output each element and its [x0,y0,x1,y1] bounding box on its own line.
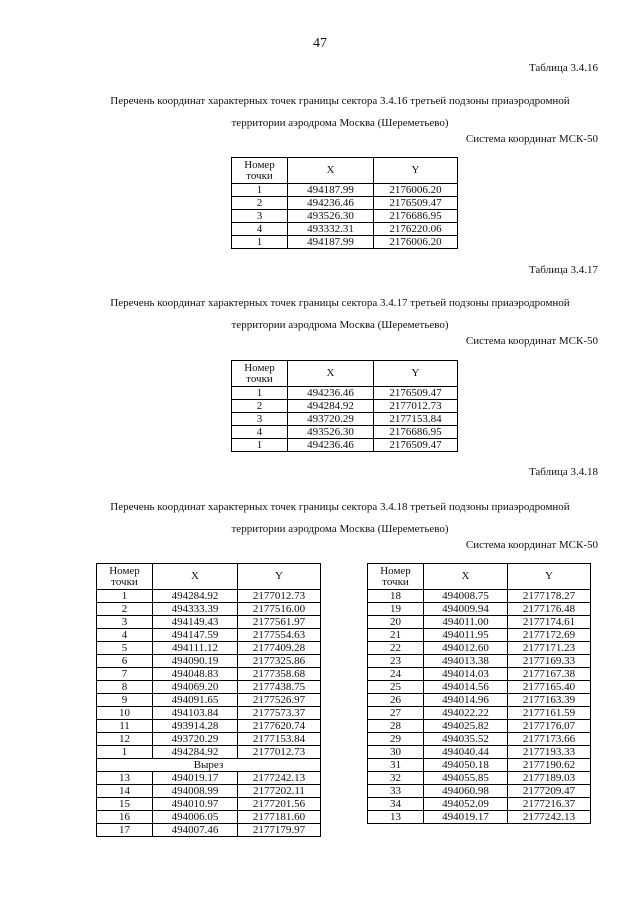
point-number-cell: 22 [368,642,424,655]
x-cell: 494090.19 [153,655,238,668]
y-cell: 2176006.20 [374,184,458,197]
table-header-row [97,564,321,590]
header-x: X [288,158,374,184]
point-number-cell: 14 [97,785,153,798]
point-number-cell: 3 [97,616,153,629]
cutout-row [97,759,321,772]
x-cell: 494048.83 [153,668,238,681]
header-point-number: Номер точки [232,158,288,184]
x-cell: 494011.00 [424,616,508,629]
x-cell: 494014.56 [424,681,508,694]
table-row [368,603,591,616]
y-cell: 2177438.75 [238,681,321,694]
point-number-cell: 15 [97,798,153,811]
page-number: 47 [313,36,327,51]
coord-system-note: Система координат МСК-50 [465,539,598,551]
point-number-cell: 3 [232,413,288,426]
table-header-row [368,564,591,590]
point-number-cell: 23 [368,655,424,668]
x-cell: 494236.46 [288,387,374,400]
x-cell: 494022.22 [424,707,508,720]
y-cell: 2177153.84 [374,413,458,426]
x-cell: 494111.12 [153,642,238,655]
table-title-3-4-17 [60,292,620,336]
header-point-number: Номер точки [97,564,153,590]
x-cell: 494008.99 [153,785,238,798]
table-caption-3-4-17: Таблица 3.4.17 [528,264,598,276]
table-row [97,616,321,629]
point-number-cell: 26 [368,694,424,707]
table-row [232,223,458,236]
point-number-cell: 1 [97,590,153,603]
point-number-cell: 1 [97,746,153,759]
table-row [368,642,591,655]
table-row [97,603,321,616]
coords-table-3-4-16 [231,157,458,249]
y-cell: 2177161.59 [508,707,591,720]
header-y: Y [238,564,321,590]
table-row [97,798,321,811]
title-line-1: Перечень координат характерных точек границы сектора 3.4.17 третьей подзоны приаэродромной [110,297,570,309]
x-cell: 494055.85 [424,772,508,785]
header-x: X [424,564,508,590]
table-row [232,184,458,197]
table-row [368,798,591,811]
x-cell: 494187.99 [288,236,374,249]
table-row [97,746,321,759]
y-cell: 2177181.60 [238,811,321,824]
table-row [97,590,321,603]
x-cell: 494284.92 [288,400,374,413]
y-cell: 2176509.47 [374,197,458,210]
table-header-row [232,361,458,387]
point-number-cell: 4 [97,629,153,642]
x-cell: 494040.44 [424,746,508,759]
coord-system-note: Система координат МСК-50 [465,335,598,347]
point-number-cell: 6 [97,655,153,668]
y-cell: 2177516.00 [238,603,321,616]
y-cell: 2177176.48 [508,603,591,616]
header-y: Y [374,361,458,387]
cutout-label: Вырез [97,759,321,772]
table-row [232,387,458,400]
x-cell: 494147.59 [153,629,238,642]
y-cell: 2177209.47 [508,785,591,798]
table-row [97,733,321,746]
coords-table-3-4-18-right [367,563,591,824]
point-number-cell: 13 [368,811,424,824]
x-cell: 494236.46 [288,439,374,452]
table-row [368,694,591,707]
header-x: X [288,361,374,387]
header-x: X [153,564,238,590]
table-row [368,759,591,772]
table-caption-3-4-18: Таблица 3.4.18 [528,466,598,478]
point-number-cell: 3 [232,210,288,223]
table-row [232,439,458,452]
point-number-cell: 2 [232,197,288,210]
coords-table-3-4-17 [231,360,458,452]
title-line-1: Перечень координат характерных точек границы сектора 3.4.16 третьей подзоны приаэродромной [110,95,570,107]
header-point-number: Номер точки [368,564,424,590]
point-number-cell: 7 [97,668,153,681]
table-row [97,707,321,720]
y-cell: 2177190.62 [508,759,591,772]
x-cell: 494012.60 [424,642,508,655]
x-cell: 494236.46 [288,197,374,210]
x-cell: 493720.29 [288,413,374,426]
table-row [368,811,591,824]
point-number-cell: 29 [368,733,424,746]
point-number-cell: 4 [232,426,288,439]
x-cell: 494050.18 [424,759,508,772]
y-cell: 2176220.06 [374,223,458,236]
coords-table-3-4-18-left [96,563,321,837]
y-cell: 2177174.61 [508,616,591,629]
x-cell: 494019.17 [424,811,508,824]
point-number-cell: 1 [232,387,288,400]
point-number-cell: 5 [97,642,153,655]
x-cell: 494103.84 [153,707,238,720]
table-title-3-4-18 [60,496,620,540]
table-row [368,590,591,603]
point-number-cell: 11 [97,720,153,733]
table-caption-3-4-16: Таблица 3.4.16 [528,62,598,74]
y-cell: 2176686.95 [374,426,458,439]
table-row [232,426,458,439]
y-cell: 2177165.40 [508,681,591,694]
table-row [368,668,591,681]
x-cell: 494019.17 [153,772,238,785]
x-cell: 493526.30 [288,210,374,223]
table-row [368,720,591,733]
y-cell: 2176006.20 [374,236,458,249]
x-cell: 494025.82 [424,720,508,733]
y-cell: 2177012.73 [238,746,321,759]
x-cell: 494013.38 [424,655,508,668]
table-row [97,720,321,733]
point-number-cell: 34 [368,798,424,811]
table-row [232,400,458,413]
table-row [368,629,591,642]
y-cell: 2177173.66 [508,733,591,746]
point-number-cell: 13 [97,772,153,785]
point-number-cell: 28 [368,720,424,733]
table-row [232,413,458,426]
table-row [97,642,321,655]
point-number-cell: 31 [368,759,424,772]
y-cell: 2177171.23 [508,642,591,655]
title-line-1: Перечень координат характерных точек границы сектора 3.4.18 третьей подзоны приаэродромной [110,501,570,513]
x-cell: 493332.31 [288,223,374,236]
point-number-cell: 18 [368,590,424,603]
x-cell: 494014.96 [424,694,508,707]
x-cell: 494149.43 [153,616,238,629]
point-number-cell: 16 [97,811,153,824]
x-cell: 494014.03 [424,668,508,681]
y-cell: 2177620.74 [238,720,321,733]
point-number-cell: 10 [97,707,153,720]
y-cell: 2177573.37 [238,707,321,720]
point-number-cell: 20 [368,616,424,629]
x-cell: 494009.94 [424,603,508,616]
title-line-2: территории аэродрома Москва (Шереметьево) [231,523,449,535]
y-cell: 2177012.73 [374,400,458,413]
x-cell: 494060.98 [424,785,508,798]
y-cell: 2177201.56 [238,798,321,811]
y-cell: 2177012.73 [238,590,321,603]
point-number-cell: 9 [97,694,153,707]
y-cell: 2177561.97 [238,616,321,629]
table-title-3-4-16 [60,90,620,134]
point-number-cell: 21 [368,629,424,642]
point-number-cell: 33 [368,785,424,798]
x-cell: 493720.29 [153,733,238,746]
x-cell: 494006.05 [153,811,238,824]
y-cell: 2177242.13 [508,811,591,824]
table-header-row [232,158,458,184]
y-cell: 2177172.69 [508,629,591,642]
table-row [368,733,591,746]
title-line-2: территории аэродрома Москва (Шереметьево) [231,117,449,129]
point-number-cell: 24 [368,668,424,681]
y-cell: 2177202.11 [238,785,321,798]
header-y: Y [374,158,458,184]
y-cell: 2176509.47 [374,439,458,452]
y-cell: 2177554.63 [238,629,321,642]
y-cell: 2177409.28 [238,642,321,655]
x-cell: 494011.95 [424,629,508,642]
table-row [368,655,591,668]
y-cell: 2177178.27 [508,590,591,603]
point-number-cell: 1 [232,236,288,249]
table-row [232,236,458,249]
x-cell: 494091.65 [153,694,238,707]
point-number-cell: 12 [97,733,153,746]
table-row [97,785,321,798]
table-row [97,629,321,642]
table-row [368,707,591,720]
y-cell: 2177242.13 [238,772,321,785]
y-cell: 2177193.33 [508,746,591,759]
y-cell: 2177163.39 [508,694,591,707]
x-cell: 493914.28 [153,720,238,733]
point-number-cell: 19 [368,603,424,616]
x-cell: 494187.99 [288,184,374,197]
y-cell: 2177189.03 [508,772,591,785]
table-row [97,694,321,707]
y-cell: 2177169.33 [508,655,591,668]
table-row [368,681,591,694]
point-number-cell: 2 [97,603,153,616]
point-number-cell: 4 [232,223,288,236]
point-number-cell: 32 [368,772,424,785]
x-cell: 494008.75 [424,590,508,603]
x-cell: 494007.46 [153,824,238,837]
table-row [232,210,458,223]
table-row [97,824,321,837]
point-number-cell: 30 [368,746,424,759]
x-cell: 494010.97 [153,798,238,811]
table-row [97,681,321,694]
x-cell: 494052.09 [424,798,508,811]
y-cell: 2176686.95 [374,210,458,223]
header-point-number: Номер точки [232,361,288,387]
y-cell: 2177179.97 [238,824,321,837]
table-row [232,197,458,210]
y-cell: 2177216.37 [508,798,591,811]
x-cell: 494284.92 [153,590,238,603]
point-number-cell: 17 [97,824,153,837]
point-number-cell: 1 [232,439,288,452]
table-row [368,616,591,629]
x-cell: 494035.52 [424,733,508,746]
point-number-cell: 1 [232,184,288,197]
table-row [368,746,591,759]
table-row [97,811,321,824]
y-cell: 2177153.84 [238,733,321,746]
point-number-cell: 8 [97,681,153,694]
y-cell: 2177526.97 [238,694,321,707]
point-number-cell: 27 [368,707,424,720]
header-y: Y [508,564,591,590]
x-cell: 494284.92 [153,746,238,759]
table-row [368,772,591,785]
point-number-cell: 2 [232,400,288,413]
x-cell: 494333.39 [153,603,238,616]
y-cell: 2176509.47 [374,387,458,400]
table-row [97,655,321,668]
x-cell: 493526.30 [288,426,374,439]
y-cell: 2177358.68 [238,668,321,681]
coord-system-note: Система координат МСК-50 [465,133,598,145]
title-line-2: территории аэродрома Москва (Шереметьево) [231,319,449,331]
table-row [97,772,321,785]
y-cell: 2177167.38 [508,668,591,681]
table-row [97,668,321,681]
table-row [368,785,591,798]
y-cell: 2177325.86 [238,655,321,668]
point-number-cell: 25 [368,681,424,694]
y-cell: 2177176.07 [508,720,591,733]
x-cell: 494069.20 [153,681,238,694]
